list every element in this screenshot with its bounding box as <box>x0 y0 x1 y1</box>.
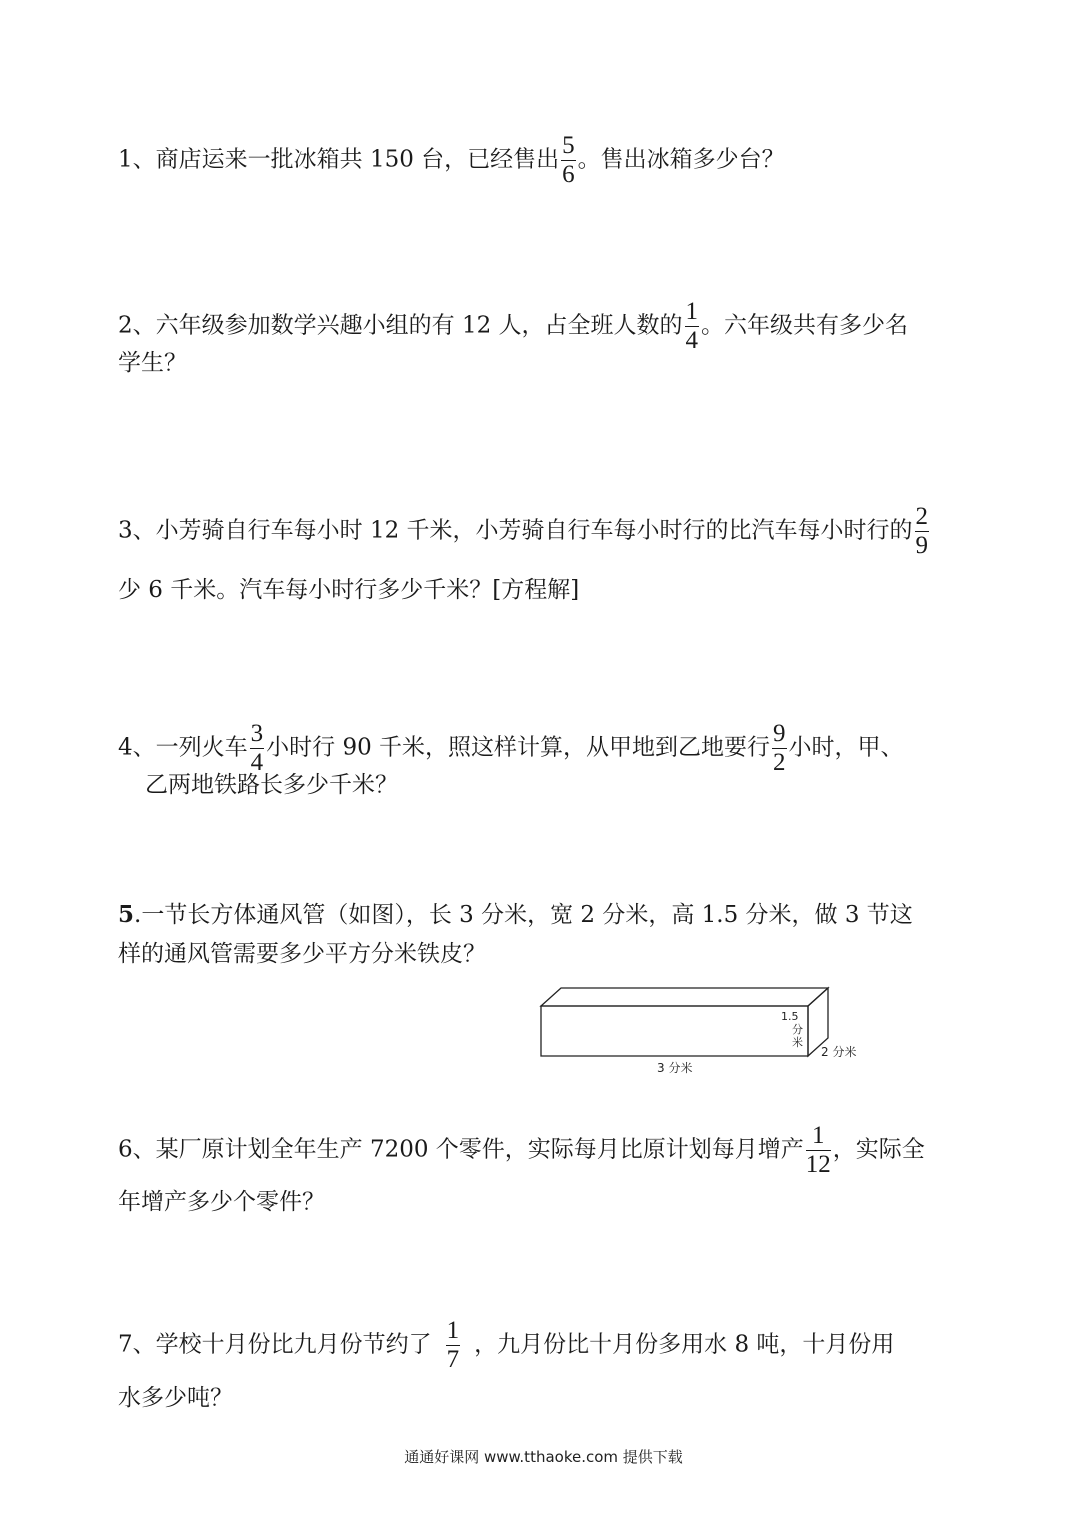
width-label: 2 分米 <box>821 1045 857 1059</box>
problem-3-text-a: 3、小芳骑自行车每小时 12 千米，小芳骑自行车每小时行的比汽车每小时行的 <box>118 517 913 544</box>
problem-2-text-b: 。六年级共有多少名 <box>701 312 909 339</box>
problem-5-line-2: 样的通风管需要多少平方分米铁皮？ <box>118 941 486 967</box>
problem-4-line-1 <box>118 721 904 776</box>
problem-7-line-1 <box>118 1318 894 1373</box>
problem-6-line-1 <box>118 1123 925 1178</box>
problem-1-text-a: 1、商店运来一批冰箱共 150 台，已经售出 <box>118 146 560 173</box>
height-label-1: 1.5 <box>781 1010 799 1023</box>
problem-2-line-2: 学生？ <box>118 350 187 376</box>
fraction-numerator: 1 <box>685 298 699 325</box>
problem-5-text-a: .一节长方体通风管（如图），长 3 分米，宽 2 分米，高 1.5 分米，做 3 节这 <box>134 902 913 928</box>
problem-4-text-c: 小时，甲、 <box>788 734 904 761</box>
problem-6-fraction <box>806 1123 831 1178</box>
length-label: 3 分米 <box>657 1061 693 1075</box>
fraction-denominator: 4 <box>250 749 264 776</box>
problem-3-line-2: 少 6 千米。汽车每小时行多少千米？[方程解] <box>118 577 580 603</box>
problem-4-line-2: 乙两地铁路长多少千米？ <box>145 772 398 798</box>
problem-5-number: 5 <box>118 901 135 928</box>
problem-6-line-2: 年增产多少个零件？ <box>118 1189 325 1215</box>
fraction-numerator: 3 <box>250 720 264 747</box>
fraction-denominator: 4 <box>685 327 699 354</box>
cuboid-front-face <box>541 1006 808 1056</box>
problem-1-fraction <box>561 133 576 188</box>
fraction-numerator: 1 <box>806 1123 831 1151</box>
problem-7-fraction <box>446 1318 461 1373</box>
fraction-denominator: 7 <box>446 1346 460 1373</box>
footer-credit: 通通好课网 www.tthaoke.com 提供下载 <box>404 1448 683 1466</box>
fraction-numerator: 9 <box>773 720 786 747</box>
fraction-numerator: 2 <box>915 503 929 530</box>
problem-2-line-1 <box>118 299 908 354</box>
height-label-3: 米 <box>792 1036 803 1049</box>
fraction-denominator: 12 <box>805 1151 831 1178</box>
problem-7-line-2: 水多少吨？ <box>118 1385 233 1411</box>
fraction-denominator: 2 <box>773 749 786 776</box>
fraction-numerator: 1 <box>446 1317 460 1344</box>
fraction-denominator: 6 <box>562 161 575 188</box>
problem-6-text-a: 6、某厂原计划全年生产 7200 个零件，实际每月比原计划每月增产 <box>118 1136 804 1163</box>
height-label-2: 分 <box>792 1023 803 1036</box>
problem-3-fraction <box>915 504 930 559</box>
fraction-denominator: 9 <box>915 532 929 559</box>
problem-5-line-1 <box>118 900 913 930</box>
problem-1-text-b: 。售出冰箱多少台？ <box>577 146 785 173</box>
problem-1-line-1 <box>118 133 785 188</box>
problem-4-text-a: 4、一列火车 <box>118 734 248 761</box>
cuboid-figure <box>533 982 873 1076</box>
fraction-numerator: 5 <box>562 132 575 159</box>
problem-3-line-1 <box>118 504 931 559</box>
problem-7-text-b: ，九月份比十月份多用水 8 吨，十月份用 <box>474 1331 895 1358</box>
cuboid-top-face <box>541 988 828 1006</box>
problem-7-text-a: 7、学校十月份比九月份节约了 <box>118 1331 432 1358</box>
problem-4-fraction-1 <box>250 721 265 776</box>
problem-4-fraction-2 <box>772 721 787 776</box>
problem-4-text-b: 小时行 90 千米，照这样计算，从甲地到乙地要行 <box>266 734 771 761</box>
problem-2-fraction <box>685 299 700 354</box>
problem-2-text-a: 2、六年级参加数学兴趣小组的有 12 人，占全班人数的 <box>118 312 683 339</box>
problem-6-text-b: ，实际全 <box>832 1136 925 1163</box>
